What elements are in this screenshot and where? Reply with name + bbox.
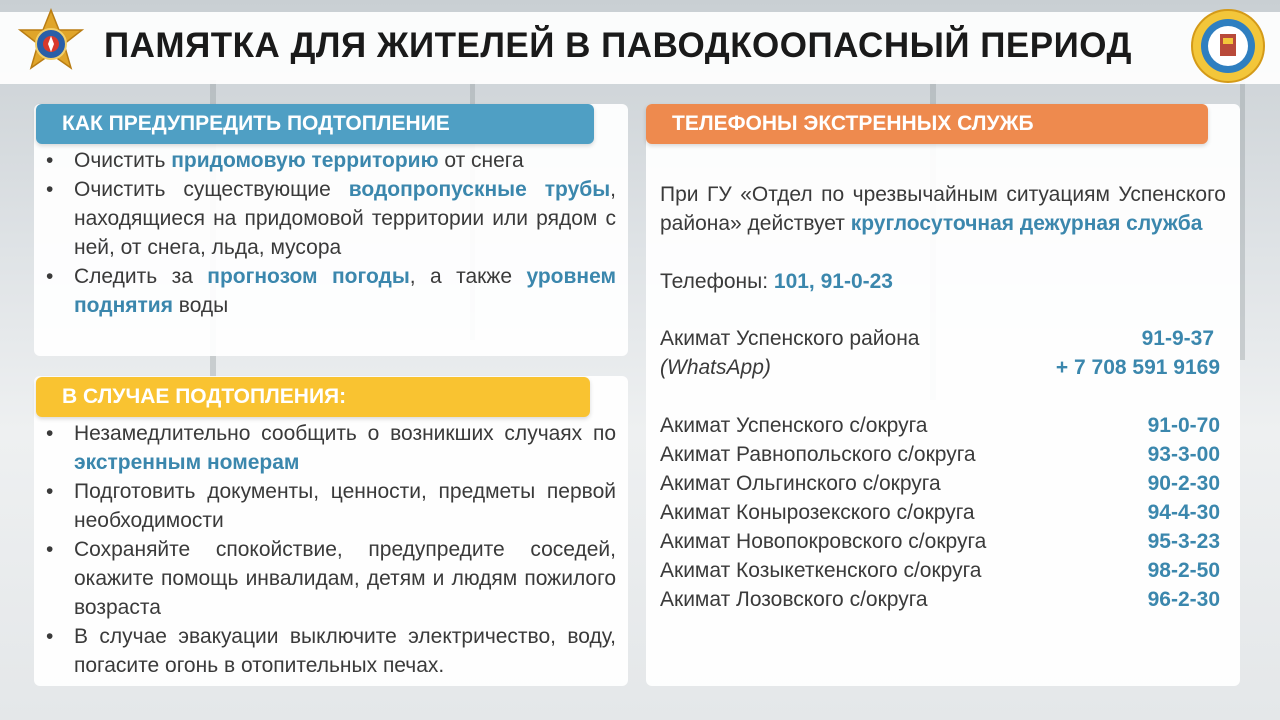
flood-item: [34, 622, 616, 680]
flood-item-text: Незамедлительно сообщить о возникших случаях по: [74, 422, 616, 445]
contact-number: 98-2-50: [1147, 559, 1220, 582]
prevent-item-text: от снега: [438, 149, 524, 172]
contact-number: 94-4-30: [1147, 501, 1220, 524]
flood-item-text: В случае эвакуации выключите электричество, воду, погасите огонь в отопительных печах.: [74, 625, 616, 677]
prevent-item-highlight: придомовую территорию: [171, 149, 439, 172]
contact-row: [660, 556, 1220, 585]
prevent-item-text: Следить за: [74, 265, 208, 288]
prevent-item: [34, 146, 616, 175]
background-tree: [1240, 80, 1245, 360]
flood-item-highlight: экстренным номерам: [74, 451, 300, 474]
prevent-item: [34, 262, 616, 320]
contact-name: Акимат Успенского района: [660, 327, 920, 350]
prevent-item-text: Очистить: [74, 149, 172, 172]
flood-item: [34, 477, 616, 535]
contact-name: Акимат Равнопольского с/округа: [660, 443, 976, 466]
flood-list: [34, 419, 616, 680]
contact-number: 91-0-70: [1147, 414, 1220, 437]
phones-value: 101, 91-0-23: [773, 270, 893, 293]
prevent-item-text: воды: [172, 294, 229, 317]
page-title: ПАМЯТКА ДЛЯ ЖИТЕЛЕЙ В ПАВОДКООПАСНЫЙ ПЕРИОД: [104, 26, 1132, 65]
district-emblem: [1190, 8, 1266, 84]
contact-name: Акимат Успенского с/округа: [660, 414, 928, 437]
contact-name: Акимат Лозовского с/округа: [660, 588, 928, 611]
contact-number: 96-2-30: [1147, 588, 1220, 611]
flood-item: [34, 535, 616, 622]
prevent-item-highlight: уровнем поднятия: [74, 265, 617, 317]
contact-name: Акимат Ольгинского с/округа: [660, 472, 941, 495]
flood-heading: В СЛУЧАЕ ПОДТОПЛЕНИЯ:: [36, 377, 590, 417]
prevent-item-text: , находящиеся на придомовой территории или рядом с ней, от снега, льда, мусора: [74, 178, 616, 259]
prevent-heading: КАК ПРЕДУПРЕДИТЬ ПОДТОПЛЕНИЕ: [36, 104, 594, 144]
phones-intro-text: При ГУ «Отдел по чрезвычайным ситуациям Успенского района» действует: [660, 183, 1226, 235]
contact-row: [660, 440, 1220, 469]
flood-item-text: Подготовить документы, ценности, предметы первой необходимости: [74, 480, 616, 532]
contact-row: [660, 411, 1220, 440]
flood-item: [34, 419, 616, 477]
contact-row: [660, 527, 1220, 556]
contact-name: Акимат Козыкеткенского с/округа: [660, 559, 982, 582]
phones-line: [660, 267, 1226, 296]
contact-name: Акимат Конырозекского с/округа: [660, 501, 975, 524]
phones-heading: ТЕЛЕФОНЫ ЭКСТРЕННЫХ СЛУЖБ: [646, 104, 1208, 144]
contact-row: [660, 585, 1220, 614]
phones-intro-highlight: круглосуточная дежурная служба: [850, 212, 1203, 235]
prevent-item-text: Очистить существующие: [74, 178, 349, 201]
flood-item-text: Сохраняйте спокойствие, предупредите соседей, окажите помощь инвалидам, детям и людям пожилого возраста: [74, 538, 616, 619]
contact-row: [660, 498, 1220, 527]
prevent-item-text: , а также: [409, 265, 527, 288]
contact-row-district: [660, 324, 1220, 353]
contact-row: [660, 469, 1220, 498]
contact-number: 95-3-23: [1147, 530, 1220, 553]
phones-intro: [660, 180, 1226, 238]
prevent-item-highlight: прогнозом погоды: [207, 265, 410, 288]
contact-name: Акимат Новопокровского с/округа: [660, 530, 987, 553]
prevent-item-highlight: водопропускные трубы: [348, 178, 611, 201]
phones-label: Телефоны:: [660, 270, 774, 293]
contact-number: 90-2-30: [1147, 472, 1220, 495]
emergency-ministry-emblem: [14, 8, 88, 82]
contact-number: 93-3-00: [1147, 443, 1220, 466]
contact-number: 91-9-37: [1141, 327, 1214, 350]
contact-number: + 7 708 591 9169: [1055, 356, 1220, 379]
prevent-list: [34, 146, 616, 320]
contact-name: (WhatsApp): [660, 356, 771, 379]
prevent-item: [34, 175, 616, 262]
contact-row-whatsapp: [660, 353, 1220, 382]
